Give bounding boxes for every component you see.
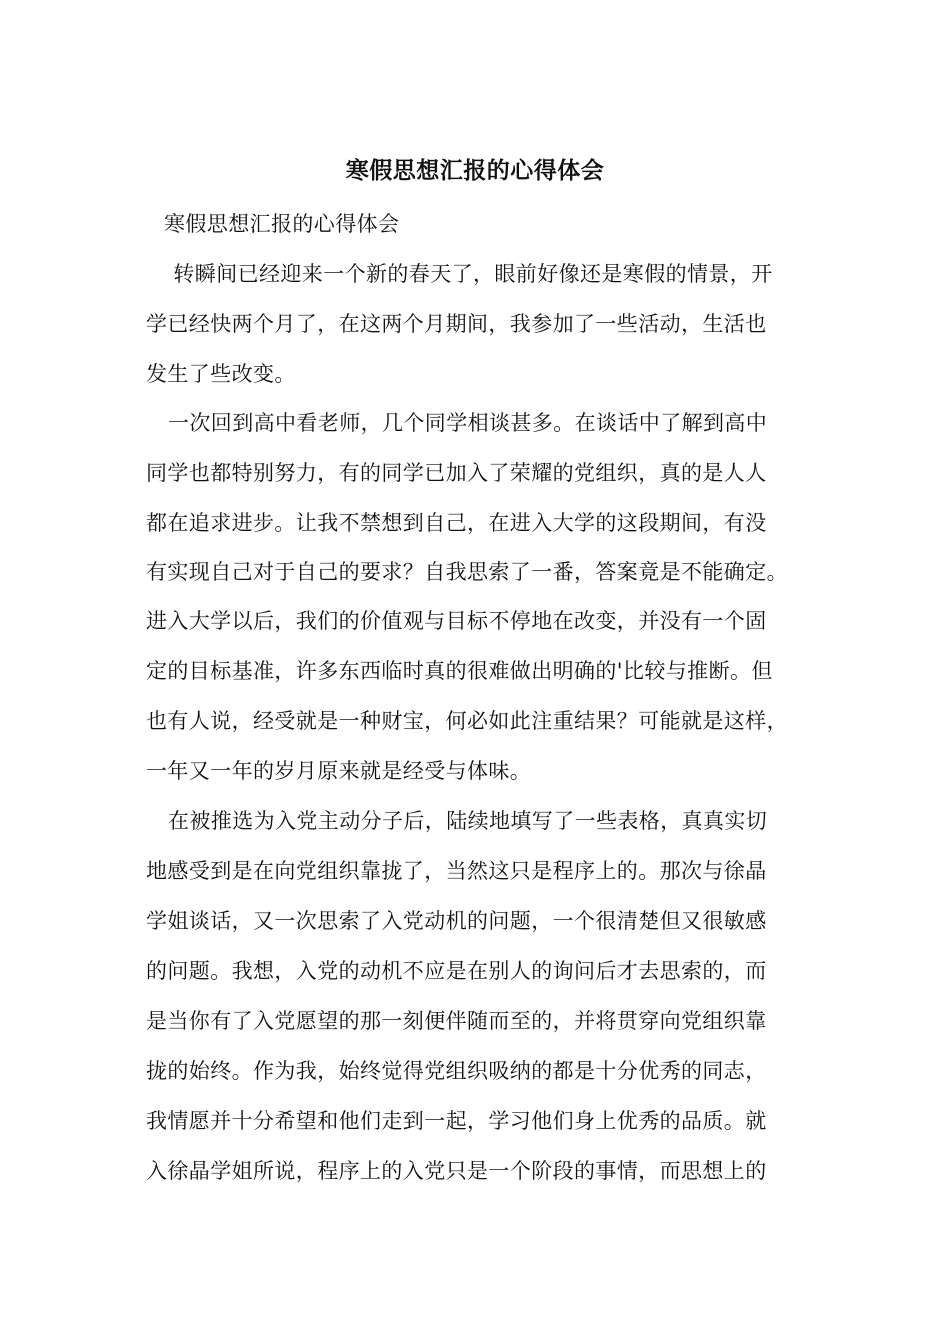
- paragraph-line: 一年又一年的岁月原来就是经受与体味。: [146, 759, 532, 783]
- paragraph-line: 我情愿并十分希望和他们走到一起，学习他们身上优秀的品质。就: [146, 1109, 767, 1133]
- paragraph-line: 学已经快两个月了，在这两个月期间，我参加了一些活动，生活也: [146, 312, 767, 336]
- paragraph-line: 都在追求进步。让我不禁想到自己，在进入大学的这段期间，有没: [146, 511, 767, 535]
- paragraph-line: 发生了些改变。: [146, 362, 296, 386]
- paragraph-line: 有实现自己对于自己的要求？自我思索了一番，答案竟是不能确定。: [146, 560, 788, 584]
- paragraph-line: 一次回到高中看老师，几个同学相谈甚多。在谈话中了解到高中: [168, 411, 768, 435]
- paragraph-line: 的问题。我想，入党的动机不应是在别人的询问后才去思索的，而: [146, 959, 767, 983]
- paragraph-line: 转瞬间已经迎来一个新的春天了，眼前好像还是寒假的情景，开: [152, 262, 773, 286]
- paragraph-line: 是当你有了入党愿望的那一刻便伴随而至的，并将贯穿向党组织靠: [146, 1009, 767, 1033]
- document-title: 寒假思想汇报的心得体会: [345, 157, 605, 184]
- paragraph-line: 定的目标基准，许多东西临时真的很难做出明确的'比较与推断。但: [146, 659, 773, 683]
- paragraph-line: 进入大学以后，我们的价值观与目标不停地在改变，并没有一个固: [146, 609, 767, 633]
- paragraph-line: 学姐谈话，又一次思索了入党动机的问题，一个很清楚但又很敏感: [146, 909, 767, 933]
- paragraph-line: 也有人说，经受就是一种财宝，何必如此注重结果？可能就是这样，: [146, 709, 788, 733]
- paragraph-line: 入徐晶学姐所说，程序上的入党只是一个阶段的事情，而思想上的: [146, 1159, 767, 1183]
- paragraph-line: 拢的始终。作为我，始终觉得党组织吸纳的都是十分优秀的同志，: [146, 1059, 767, 1083]
- subtitle-line: 寒假思想汇报的心得体会: [164, 212, 400, 236]
- paragraph-line: 地感受到是在向党组织靠拢了，当然这只是程序上的。那次与徐晶: [146, 859, 767, 883]
- paragraph-line: 在被推选为入党主动分子后，陆续地填写了一些表格，真真实切: [168, 809, 768, 833]
- paragraph-line: 同学也都特别努力，有的同学已加入了荣耀的党组织，真的是人人: [146, 461, 767, 485]
